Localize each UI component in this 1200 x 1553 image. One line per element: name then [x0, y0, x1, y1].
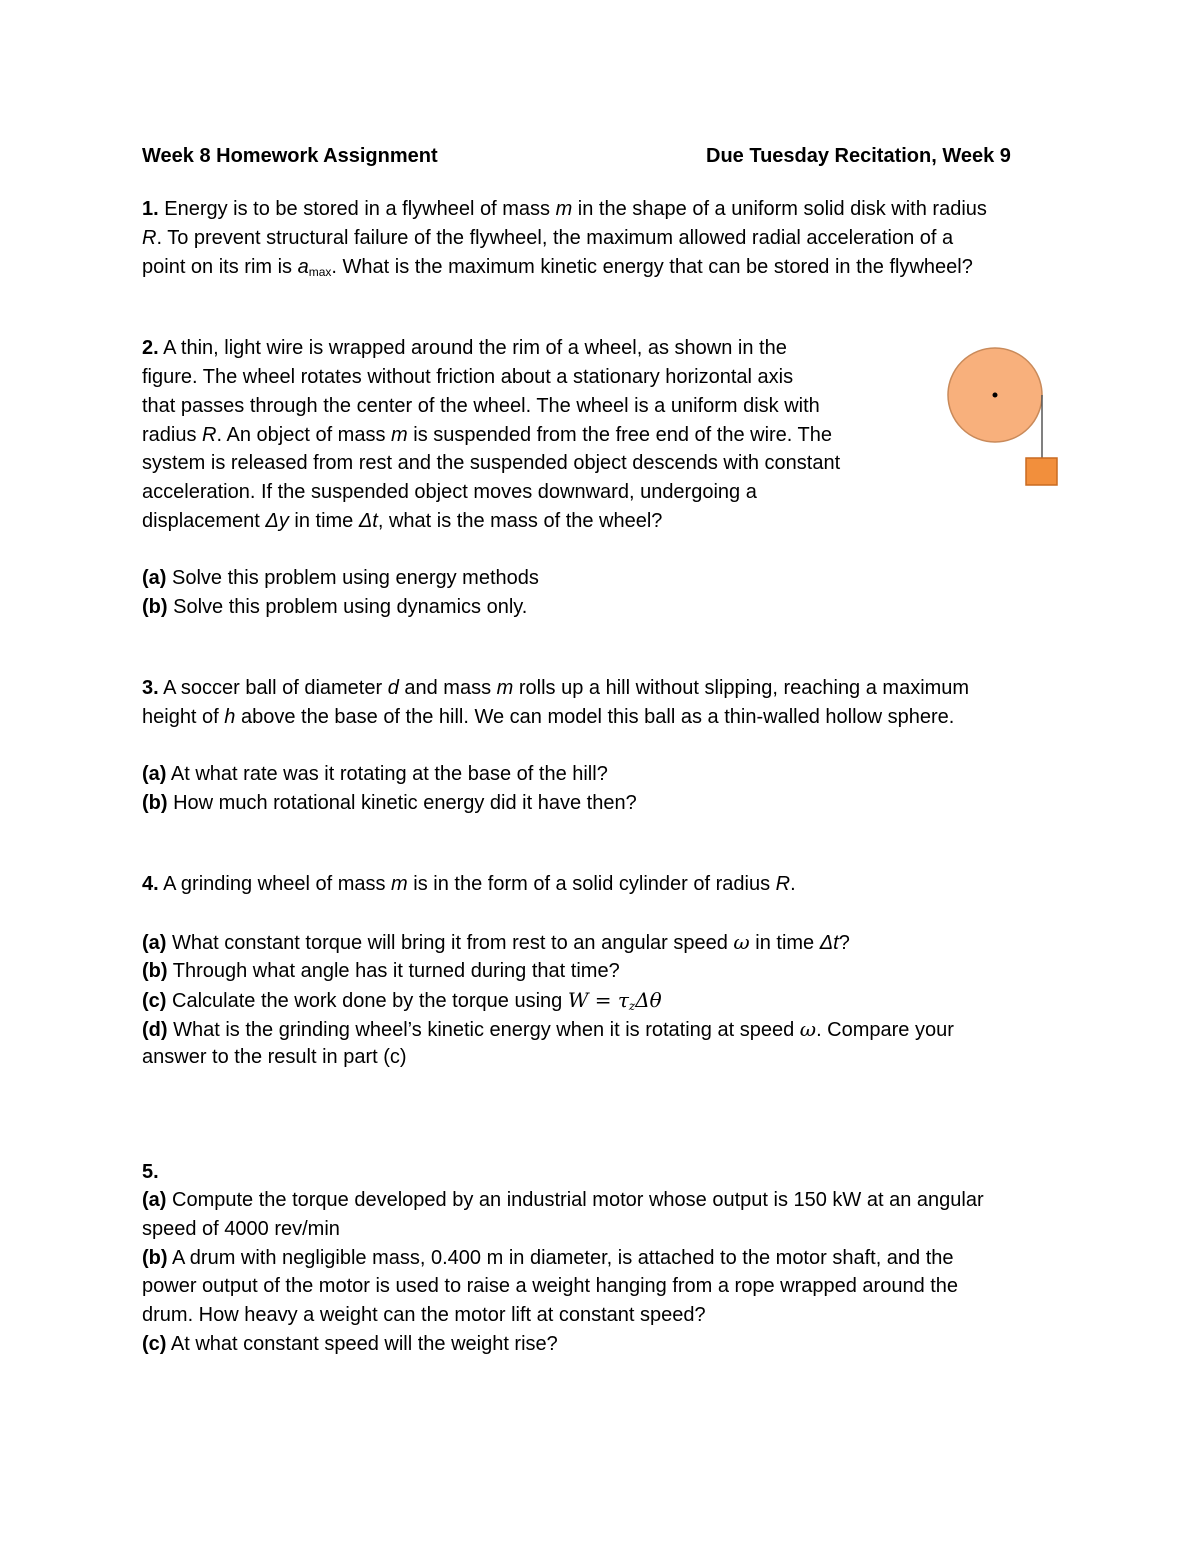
problem-3-line-1: 3. A soccer ball of diameter d and mass m rolls up a hill without slipping, reaching a maximum	[142, 677, 970, 699]
due-date: Due Tuesday Recitation, Week 9	[706, 145, 1011, 167]
problem-2-line-1: 2. A thin, light wire is wrapped around the rim of a wheel, as shown in the	[142, 337, 787, 359]
problem-3a: (a) At what rate was it rotating at the base of the hill?	[142, 763, 608, 785]
problem-3-line-2: height of h above the base of the hill. We can model this ball as a thin-walled hollow sphere.	[142, 706, 955, 728]
problem-4d-line-2: answer to the result in part (c)	[142, 1046, 407, 1068]
problem-2-line-4: radius R. An object of mass m is suspended from the free end of the wire. The	[142, 424, 833, 446]
problem-5-number: 5.	[142, 1161, 159, 1183]
wheel-figure	[940, 345, 1065, 495]
problem-1-line-2: R. To prevent structural failure of the flywheel, the maximum allowed radial acceleration of a	[142, 227, 954, 249]
problem-4b: (b) Through what angle has it turned during that time?	[142, 960, 620, 982]
problem-5b-line-1: (b) A drum with negligible mass, 0.400 m in diameter, is attached to the motor shaft, and the	[142, 1247, 954, 1269]
wheel-diagram	[940, 345, 1065, 495]
problem-1-line-3: point on its rim is $a_{max}$. What is the maximum kinetic energy that can be stored in the flywheel?	[142, 256, 973, 279]
hanging-block	[1026, 458, 1057, 485]
axle-dot	[993, 393, 998, 398]
problem-5c: (c) At what constant speed will the weight rise?	[142, 1333, 558, 1355]
problem-2-line-3: that passes through the center of the wheel. The wheel is a uniform disk with	[142, 395, 820, 417]
problem-5a-line-1: (a) Compute the torque developed by an industrial motor whose output is 150 kW at an angular	[142, 1189, 984, 1211]
problem-4a: (a) What constant torque will bring it from rest to an angular speed ω in time Δt?	[142, 930, 850, 954]
problem-2b: (b) Solve this problem using dynamics only.	[142, 596, 528, 618]
problem-3b: (b) How much rotational kinetic energy did it have then?	[142, 792, 637, 814]
problem-5b-line-3: drum. How heavy a weight can the motor lift at constant speed?	[142, 1304, 706, 1326]
problem-2-line-5: system is released from rest and the suspended object descends with constant	[142, 452, 841, 474]
problem-5b-line-2: power output of the motor is used to raise a weight hanging from a rope wrapped around the	[142, 1275, 959, 1297]
assignment-title: Week 8 Homework Assignment	[142, 145, 438, 167]
problem-2a: (a) Solve this problem using energy methods	[142, 567, 539, 589]
problem-1-line-1: 1. Energy is to be stored in a flywheel of mass m in the shape of a uniform solid disk with radius	[142, 198, 987, 220]
problem-4c: (c) Calculate the work done by the torque using $W = \tau_z\Delta\theta$	[142, 988, 662, 1013]
problem-2-line-7: displacement Δy in time Δt, what is the mass of the wheel?	[142, 510, 663, 532]
problem-5a-line-2: speed of 4000 rev/min	[142, 1218, 340, 1240]
problem-2-line-6: acceleration. If the suspended object moves downward, undergoing a	[142, 481, 757, 503]
problem-4d-line-1: (d) What is the grinding wheel’s kinetic energy when it is rotating at speed ω. Compare your	[142, 1017, 954, 1041]
problem-4-line-1: 4. A grinding wheel of mass m is in the form of a solid cylinder of radius R.	[142, 873, 796, 895]
problem-2-line-2: figure. The wheel rotates without friction about a stationary horizontal axis	[142, 366, 794, 388]
